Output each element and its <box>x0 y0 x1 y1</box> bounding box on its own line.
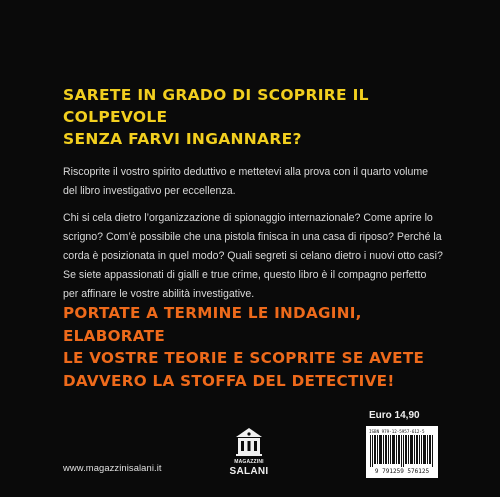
barcode-bars-icon <box>370 435 434 467</box>
isbn-label: ISBN 979-12-5957-612-5 <box>369 429 425 434</box>
barcode-digits: 9 791259 576125 <box>374 468 430 475</box>
headline-question-line-1: SARETE IN GRADO DI SCOPRIRE IL COLPEVOLE <box>63 86 369 126</box>
headline-question <box>63 84 443 150</box>
headline-cta-line-3: DAVVERO LA STOFFA DEL DETECTIVE! <box>63 371 395 390</box>
headline-call-to-action <box>63 302 453 392</box>
publisher-website: www.magazzinisalani.it <box>63 462 162 473</box>
publisher-logo <box>225 428 273 480</box>
headline-cta-line-2: LE VOSTRE TEORIE E SCOPRITE SE AVETE <box>63 349 425 367</box>
description-paragraph-1: Riscoprite il vostro spirito deduttivo e mettetevi alla prova con il quarto volume del libro investigativo per eccellenza. <box>63 166 429 197</box>
building-logo-icon <box>236 428 262 456</box>
description-paragraph-2: Chi si cela dietro l’organizzazione di spionaggio internazionale? Come aprire lo scrigno? Com’è possibile che una pistola finisca in una casa di riposo? Perché la corda è posizionata in quel modo? Quali segreti si celano dietro i nuovi otto casi? Se siete appassionati di gialli e true crime, questo libro è il compagno perfetto per affinare le vostre abilità investigative. <box>63 212 443 300</box>
headline-question-line-2: SENZA FARVI INGANNARE? <box>63 130 302 148</box>
logo-wordmark-salani: SALANI <box>229 466 269 477</box>
logo-wordmark-magazzini: MAGAZZINI <box>234 459 264 465</box>
price-label: Euro 14,90 <box>369 410 420 421</box>
headline-cta-line-1: PORTATE A TERMINE LE INDAGINI, ELABORATE <box>63 304 362 345</box>
isbn-barcode <box>366 426 438 478</box>
